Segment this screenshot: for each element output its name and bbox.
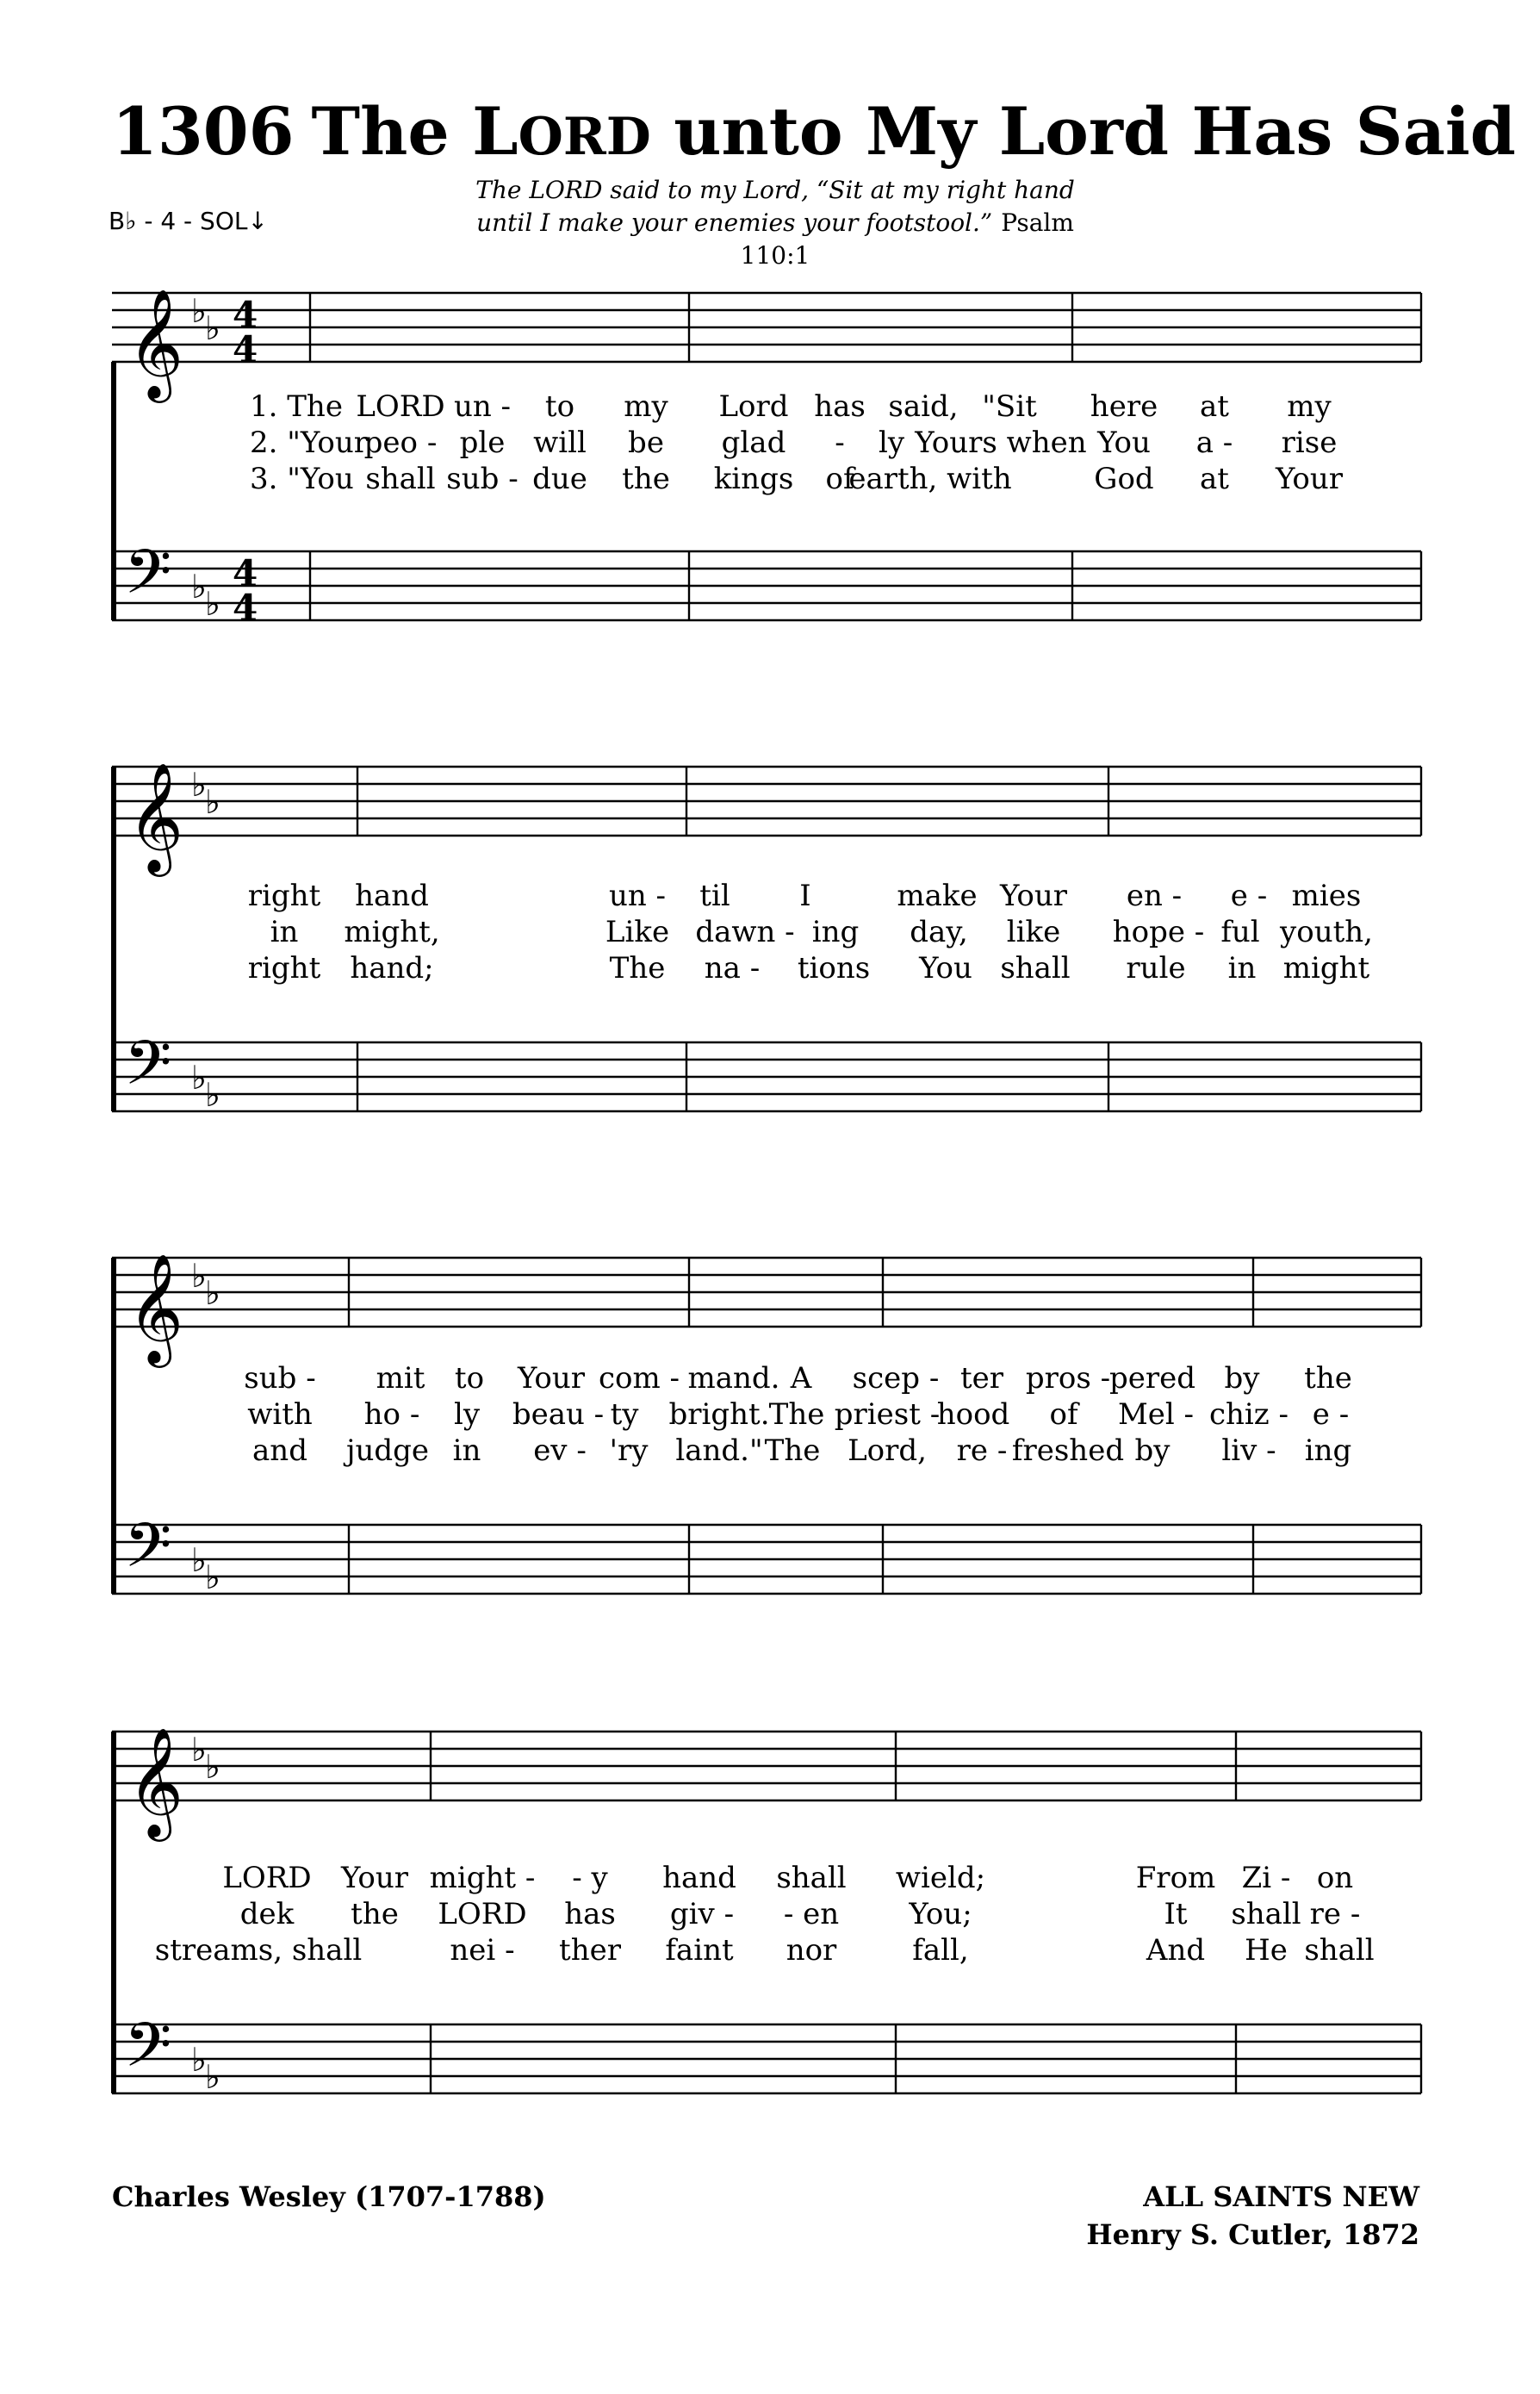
- lyric-syllable: might,: [344, 915, 440, 949]
- lyric-syllable: has: [814, 389, 866, 424]
- treble-clef-icon: 𝄞: [127, 1726, 184, 1837]
- treble-staff: [112, 1688, 1421, 1852]
- lyric-syllable: chiz -: [1208, 1397, 1289, 1432]
- lyric-syllable: might -: [429, 1861, 536, 1895]
- lyric-syllable: hood: [936, 1397, 1010, 1432]
- hymn-title: 1306 The LORD unto My Lord Has Said: [112, 93, 1516, 170]
- lyric-syllable: God: [1094, 462, 1154, 496]
- lyric-syllable: mit: [376, 1361, 425, 1396]
- lyric-syllable: "Sit: [982, 389, 1037, 424]
- treble-clef-icon: 𝄞: [127, 1253, 184, 1363]
- scripture-line-2: until I make your enemies your footstool.”: [476, 208, 993, 237]
- lyric-syllable: You: [1097, 426, 1151, 460]
- lyric-syllable: liv -: [1221, 1433, 1276, 1468]
- lyric-syllable: like: [1006, 915, 1061, 949]
- flat-icon: ♭: [191, 1059, 207, 1097]
- flat-icon: ♭: [205, 783, 220, 821]
- lyric-syllable: Your: [999, 879, 1068, 913]
- lyric-syllable: will: [533, 426, 587, 460]
- lyric-syllable: make: [897, 879, 978, 913]
- lyric-syllable: re -: [956, 1433, 1008, 1468]
- lyric-line-verse-3: [112, 1433, 1421, 1470]
- lyric-syllable: priest -: [834, 1397, 941, 1432]
- lyric-syllable: at: [1200, 462, 1229, 496]
- lyric-syllable: day,: [910, 915, 968, 949]
- lyric-syllable: kings: [713, 462, 794, 496]
- lyric-syllable: be: [628, 426, 664, 460]
- lyric-syllable: Zi -: [1241, 1861, 1291, 1895]
- lyric-syllable: It: [1164, 1897, 1188, 1931]
- lyric-syllable: has: [564, 1897, 616, 1931]
- lyric-syllable: in: [452, 1433, 481, 1468]
- lyric-syllable: by: [1134, 1433, 1171, 1468]
- lyric-syllable: mies: [1291, 879, 1362, 913]
- lyric-syllable: scep -: [852, 1361, 940, 1396]
- author-credit: Charles Wesley (1707-1788): [112, 2180, 546, 2213]
- lyric-syllable: 2. "Your: [250, 426, 368, 460]
- lyric-syllable: I: [799, 879, 811, 913]
- treble-clef-icon: 𝄞: [127, 288, 184, 398]
- lyric-syllable: e -: [1230, 879, 1268, 913]
- lyric-line-verse-2: [112, 1897, 1421, 1933]
- lyric-syllable: LORD: [356, 389, 445, 424]
- lyric-syllable: -: [835, 426, 845, 460]
- flat-icon: ♭: [205, 1748, 220, 1786]
- bass-staff: [112, 999, 1421, 1163]
- lyric-syllable: 1. The: [250, 389, 343, 424]
- lyric-line-verse-2: [112, 915, 1421, 951]
- lyric-syllable: shall: [1304, 1933, 1375, 1968]
- lyric-syllable: youth,: [1280, 915, 1373, 949]
- lyric-syllable: rise: [1281, 426, 1338, 460]
- lyric-syllable: a -: [1195, 426, 1233, 460]
- lyric-syllable: of: [1049, 1397, 1078, 1432]
- lyric-syllable: in: [270, 915, 299, 949]
- lyric-syllable: sub -: [244, 1361, 316, 1396]
- bass-staff: [112, 508, 1421, 672]
- lyric-syllable: Mel -: [1117, 1397, 1195, 1432]
- lyric-syllable: ful: [1220, 915, 1260, 949]
- lyric-syllable: Like: [605, 915, 670, 949]
- lyric-syllable: The: [609, 951, 666, 986]
- lyric-syllable: The: [764, 1433, 821, 1468]
- lyric-syllable: shall: [365, 462, 436, 496]
- lyric-line-verse-1: [112, 879, 1421, 915]
- lyric-syllable: And: [1146, 1933, 1206, 1968]
- lyric-syllable: hand: [355, 879, 429, 913]
- lyric-syllable: the: [351, 1897, 399, 1931]
- flat-icon: ♭: [191, 568, 207, 606]
- lyric-line-verse-2: [112, 1397, 1421, 1433]
- lyric-syllable: giv -: [669, 1897, 735, 1931]
- lyric-syllable: re -: [1309, 1897, 1361, 1931]
- bass-clef-icon: 𝄢: [124, 1510, 172, 1596]
- flat-icon: ♭: [191, 2041, 207, 2079]
- lyric-syllable: ty: [610, 1397, 639, 1432]
- time-signature-bottom: 4: [233, 328, 258, 370]
- lyric-syllable: the: [622, 462, 670, 496]
- lyric-syllable: e -: [1312, 1397, 1350, 1432]
- treble-clef-icon: 𝄞: [127, 762, 184, 872]
- bass-clef-icon: 𝄢: [124, 537, 172, 623]
- lyric-syllable: Lord: [718, 389, 789, 424]
- lyric-syllable: with: [247, 1397, 313, 1432]
- lyric-syllable: shall: [1000, 951, 1071, 986]
- lyric-syllable: You: [919, 951, 972, 986]
- bass-staff: [112, 1482, 1421, 1645]
- lyric-syllable: wield;: [895, 1861, 986, 1895]
- lyric-syllable: sub -: [446, 462, 519, 496]
- lyric-line-verse-2: [112, 426, 1421, 462]
- lyric-syllable: nor: [786, 1933, 837, 1968]
- lyric-syllable: in: [1227, 951, 1257, 986]
- lyric-syllable: ly: [453, 1397, 481, 1432]
- lyric-syllable: - en: [783, 1897, 840, 1931]
- lyric-syllable: on: [1316, 1861, 1354, 1895]
- bass-staff: [112, 1981, 1421, 2145]
- lyric-syllable: fall,: [912, 1933, 969, 1968]
- lyric-syllable: ther: [559, 1933, 621, 1968]
- flat-icon: ♭: [191, 1731, 207, 1769]
- lyric-syllable: of: [825, 462, 854, 496]
- flat-icon: ♭: [191, 1257, 207, 1295]
- lyric-syllable: my: [1287, 389, 1332, 424]
- lyric-syllable: rule: [1126, 951, 1186, 986]
- lyric-syllable: You;: [909, 1897, 972, 1931]
- lyric-syllable: faint: [665, 1933, 734, 1968]
- lyric-syllable: earth, with: [848, 462, 1012, 496]
- lyric-syllable: and: [252, 1433, 307, 1468]
- lyric-syllable: said,: [888, 389, 959, 424]
- time-signature-bottom: 4: [233, 587, 258, 629]
- flat-icon: ♭: [205, 2058, 220, 2096]
- lyric-syllable: LORD: [222, 1861, 312, 1895]
- lyric-syllable: to: [544, 389, 575, 424]
- lyric-syllable: dek: [239, 1897, 295, 1931]
- lyric-syllable: freshed: [1011, 1433, 1125, 1468]
- lyric-syllable: judge: [345, 1433, 430, 1468]
- lyric-syllable: hope -: [1112, 915, 1205, 949]
- tune-credit: [1086, 2178, 1419, 2254]
- lyric-syllable: streams, shall: [154, 1933, 363, 1968]
- treble-staff: [112, 724, 1421, 887]
- lyric-syllable: due: [532, 462, 587, 496]
- lyric-syllable: nei -: [450, 1933, 515, 1968]
- flat-icon: ♭: [205, 309, 220, 347]
- composer-credit: Henry S. Cutler, 1872: [1086, 2218, 1419, 2251]
- lyric-syllable: un -: [608, 879, 667, 913]
- lyric-syllable: at: [1200, 389, 1229, 424]
- lyric-syllable: ple: [459, 426, 506, 460]
- lyric-syllable: ly: [878, 426, 905, 460]
- lyric-syllable: beau -: [512, 1397, 605, 1432]
- key-signature-label: B♭ - 4 - SOL↓: [109, 207, 268, 235]
- lyric-line-verse-3: [112, 1933, 1421, 1969]
- lyric-syllable: til: [699, 879, 730, 913]
- lyric-syllable: hand;: [350, 951, 434, 986]
- lyric-syllable: hand: [662, 1861, 736, 1895]
- time-signature-top: 4: [233, 294, 258, 336]
- lyric-syllable: com -: [598, 1361, 680, 1396]
- bass-clef-icon: 𝄢: [124, 2010, 172, 2096]
- lyric-syllable: glad: [721, 426, 786, 460]
- lyric-syllable: ev -: [533, 1433, 587, 1468]
- lyric-syllable: LORD: [438, 1897, 527, 1931]
- lyric-syllable: bright.: [668, 1397, 770, 1432]
- flat-icon: ♭: [205, 585, 220, 623]
- lyric-syllable: 'ry: [609, 1433, 649, 1468]
- lyric-syllable: un -: [453, 389, 512, 424]
- lyric-syllable: right: [247, 879, 321, 913]
- lyric-syllable: - y: [572, 1861, 608, 1895]
- lyric-syllable: ho -: [363, 1397, 420, 1432]
- lyric-syllable: here: [1090, 389, 1158, 424]
- flat-icon: ♭: [205, 1274, 220, 1312]
- lyric-syllable: Your: [517, 1361, 586, 1396]
- lyric-syllable: Your: [1275, 462, 1344, 496]
- lyric-syllable: pered: [1108, 1361, 1196, 1396]
- lyric-syllable: ing: [1304, 1433, 1352, 1468]
- flat-icon: ♭: [191, 766, 207, 804]
- lyric-syllable: by: [1224, 1361, 1260, 1396]
- lyric-syllable: right: [247, 951, 321, 986]
- flat-icon: ♭: [191, 1541, 207, 1579]
- scripture-reference: Psalm 110:1: [740, 208, 1074, 270]
- lyric-syllable: land.": [675, 1433, 763, 1468]
- lyric-syllable: shall: [1231, 1897, 1301, 1931]
- lyric-syllable: en -: [1126, 879, 1183, 913]
- flat-icon: ♭: [191, 292, 207, 330]
- lyric-syllable: Lord,: [848, 1433, 927, 1468]
- lyric-syllable: Yours when: [915, 426, 1087, 460]
- lyric-syllable: dawn -: [695, 915, 795, 949]
- lyric-syllable: peo -: [363, 426, 438, 460]
- bass-clef-icon: 𝄢: [124, 1028, 172, 1114]
- lyric-syllable: ter: [959, 1361, 1004, 1396]
- lyric-line-verse-1: [112, 1361, 1421, 1397]
- lyric-syllable: mand.: [687, 1361, 780, 1396]
- lyric-syllable: A: [790, 1361, 812, 1396]
- lyric-line-verse-1: [112, 1861, 1421, 1897]
- lyric-line-verse-1: [112, 389, 1421, 426]
- lyric-syllable: tions: [797, 951, 871, 986]
- lyric-syllable: ing: [811, 915, 860, 949]
- lyric-line-verse-3: [112, 951, 1421, 987]
- scripture-line-1: The LORD said to my Lord, “Sit at my right hand: [475, 176, 1075, 204]
- lyric-syllable: The: [768, 1397, 825, 1432]
- tune-name: ALL SAINTS NEW: [1143, 2180, 1419, 2213]
- lyric-syllable: shall: [776, 1861, 847, 1895]
- flat-icon: ♭: [205, 1076, 220, 1114]
- lyric-syllable: Your: [340, 1861, 409, 1895]
- lyric-syllable: 3. "You: [250, 462, 354, 496]
- lyric-syllable: He: [1245, 1933, 1288, 1968]
- lyric-syllable: my: [624, 389, 668, 424]
- time-signature-top: 4: [233, 552, 258, 594]
- lyric-syllable: the: [1304, 1361, 1352, 1396]
- lyric-syllable: to: [454, 1361, 485, 1396]
- lyric-syllable: na -: [704, 951, 761, 986]
- treble-staff: [112, 1215, 1421, 1378]
- flat-icon: ♭: [205, 1558, 220, 1596]
- lyric-line-verse-3: [112, 462, 1421, 498]
- hymn-number: 1306: [112, 93, 295, 170]
- lyric-syllable: From: [1135, 1861, 1216, 1895]
- lyric-syllable: pros -: [1025, 1361, 1111, 1396]
- lyric-syllable: might: [1282, 951, 1370, 986]
